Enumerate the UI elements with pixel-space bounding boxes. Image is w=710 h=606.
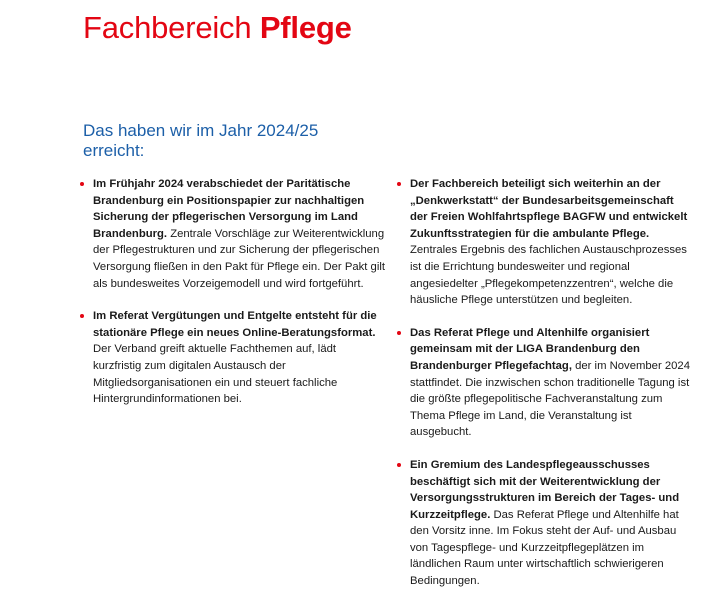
bullet-icon [80, 182, 84, 186]
bullet-icon [397, 463, 401, 467]
right-column [397, 176, 693, 606]
list-item-lead: Im Referat Vergütungen und Entgelte entsteht für die stationäre Pflege ein neues Online-Beratungsformat. [93, 310, 377, 339]
list-item-text [93, 308, 385, 408]
list-item-text [93, 176, 385, 292]
list-item-text [410, 176, 693, 309]
list-item [397, 176, 693, 309]
list-item [397, 325, 693, 441]
list-item-body: Der Verband greift aktuelle Fachthemen auf, lädt kurzfristig zum digitalen Austausch der Mitgliedsorganisationen ein und steuert fachliche Hintergrundinformationen bei. [93, 343, 338, 406]
section-subheading: Das haben wir im Jahr 2024/25 erreicht: [83, 121, 319, 160]
list-item-lead: Ein Gremium des Landespflegeausschusses beschäftigt sich mit der Weiterentwicklung der Versorgungsstrukturen im Bereich der Tages- und Kurzzeitpflege. [410, 458, 680, 521]
list-item-body: Zentrale Vorschläge zur Weiterentwicklung der Pflegestrukturen und zur Sicherung der pflegerischen Versorgung fließen in den Pakt für Pflege ein. Der Pakt gilt als bundesweites Vorzeigemodell und wird fortgeführt. [93, 227, 385, 290]
bullet-icon [397, 331, 401, 335]
list-item-text [410, 325, 693, 441]
list-item [80, 308, 385, 408]
list-item-body: der im November 2024 stattfindet. Die inzwischen schon traditionelle Tagung ist die größte pflegepolitische Fachveranstaltung zum Thema Pflege im Land, die Veranstaltung ist ausgebucht. [410, 359, 690, 439]
list-item-lead: Der Fachbereich beteiligt sich weiterhin an der „Denkwerkstatt“ der Bundesarbeitsgemeinschaft der Freien Wohlfahrtspflege BAGFW und entwickelt Zukunftsstrategien für die ambulante Pflege. [410, 178, 688, 240]
list-item-body: Das Referat Pflege und Altenhilfe hat den Vorsitz inne. Im Fokus steht der Auf- und Ausbau von Tagespflege- und Kurzzeitpflegeplätzen im ländlichen Raum unter wirtschaftlich schwierigeren Bedingungen. [410, 508, 679, 588]
page-title-bold: Pflege [259, 10, 352, 45]
list-item-text [410, 457, 693, 590]
list-item [80, 176, 385, 292]
left-column [80, 176, 385, 424]
list-item-lead: Im Frühjahr 2024 verabschiedet der Paritätische Brandenburg ein Positionspapier zur nachhaltigen Sicherung der pflegerischen Versorgung im Land Brandenburg. [93, 178, 365, 240]
bullet-icon [80, 314, 84, 318]
list-item-body: Zentrales Ergebnis des fachlichen Austauschprozesses ist die Errichtung bundesweiter und regional angesiedelter „Pflegekompetenzzentren“, welche die häusliche Pflege unterstützen und begleiten. [410, 244, 687, 307]
list-item [397, 457, 693, 590]
list-item-lead: Das Referat Pflege und Altenhilfe organisiert gemeinsam mit der LIGA Brandenburg den Brandenburger Pflegefachtag, [410, 326, 650, 372]
page-title-regular: Fachbereich [83, 10, 260, 45]
page-title [83, 10, 352, 46]
bullet-icon [397, 182, 401, 186]
